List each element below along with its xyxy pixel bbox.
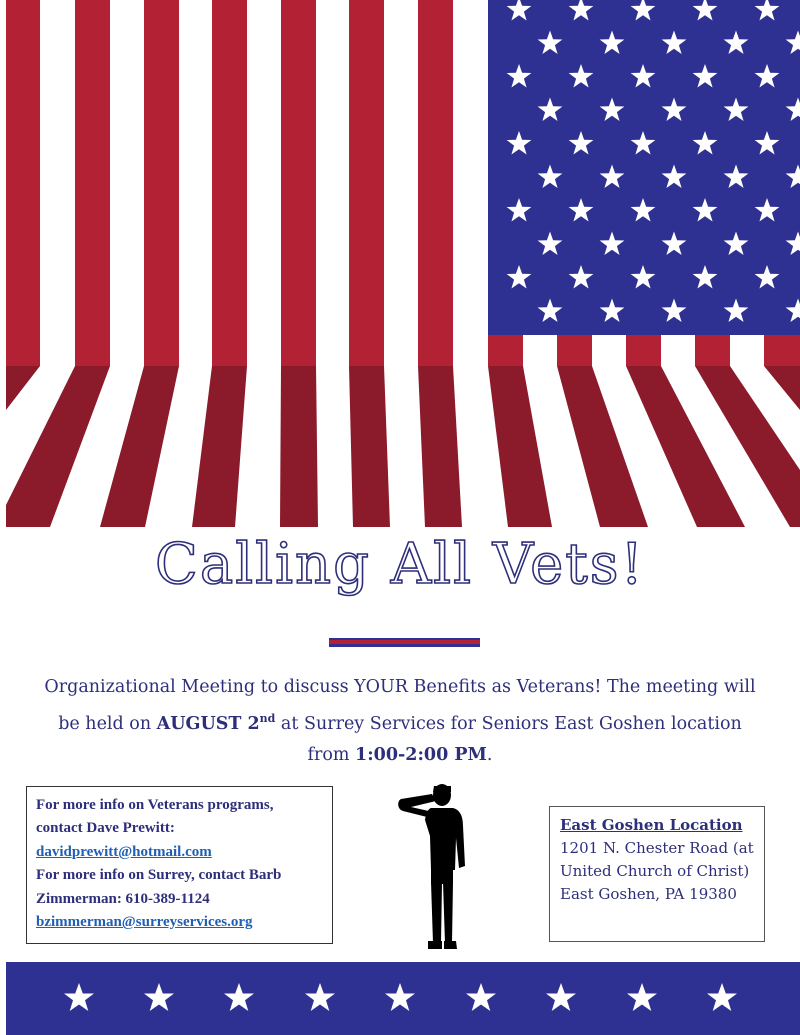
star-icon — [223, 982, 255, 1014]
soldier-saluting-silhouette — [395, 778, 475, 953]
location-address: 1201 N. Chester Road (at United Church of Christ) East Goshen, PA 19380 — [560, 839, 754, 903]
veterans-contact-text: For more info on Veterans programs, contact Dave Prewitt: — [36, 797, 274, 837]
zimmerman-email-link[interactable]: bzimmerman@surreyservices.org — [36, 914, 253, 931]
star-icon — [143, 982, 175, 1014]
bottom-star-bar — [6, 962, 800, 1035]
star-icon — [545, 982, 577, 1014]
location-heading: East Goshen Location — [560, 816, 743, 834]
meeting-time: 1:00-2:00 PM — [355, 744, 487, 765]
description-text-2: at Surrey Services for Seniors East Goshen location from — [275, 713, 742, 765]
contact-info-box — [26, 786, 333, 944]
star-icon — [626, 982, 658, 1014]
star-icon — [706, 982, 738, 1014]
flyer-title: Calling All Vets! — [155, 532, 645, 597]
title-divider — [329, 638, 480, 647]
star-icon — [304, 982, 336, 1014]
star-icon — [384, 982, 416, 1014]
meeting-description: Organizational Meeting to discuss YOUR Benefits as Veterans! The meeting will be held on AUGUST 2nd at Surrey Services for Seniors East Goshen location from 1:00-2:00 PM. — [44, 677, 756, 765]
star-icon — [63, 982, 95, 1014]
surrey-contact-text: For more info on Surrey, contact Barb Zimmerman: 610-389-1124 — [36, 867, 282, 907]
prewitt-email-link[interactable]: davidprewitt@hotmail.com — [36, 843, 212, 860]
description-text-1: Organizational Meeting to discuss YOUR Benefits as Veterans! The meeting will be held on — [44, 677, 756, 734]
meeting-date: AUGUST 2nd — [156, 712, 276, 734]
location-box — [549, 806, 765, 942]
star-icon — [465, 982, 497, 1014]
flag-canton — [488, 0, 800, 335]
